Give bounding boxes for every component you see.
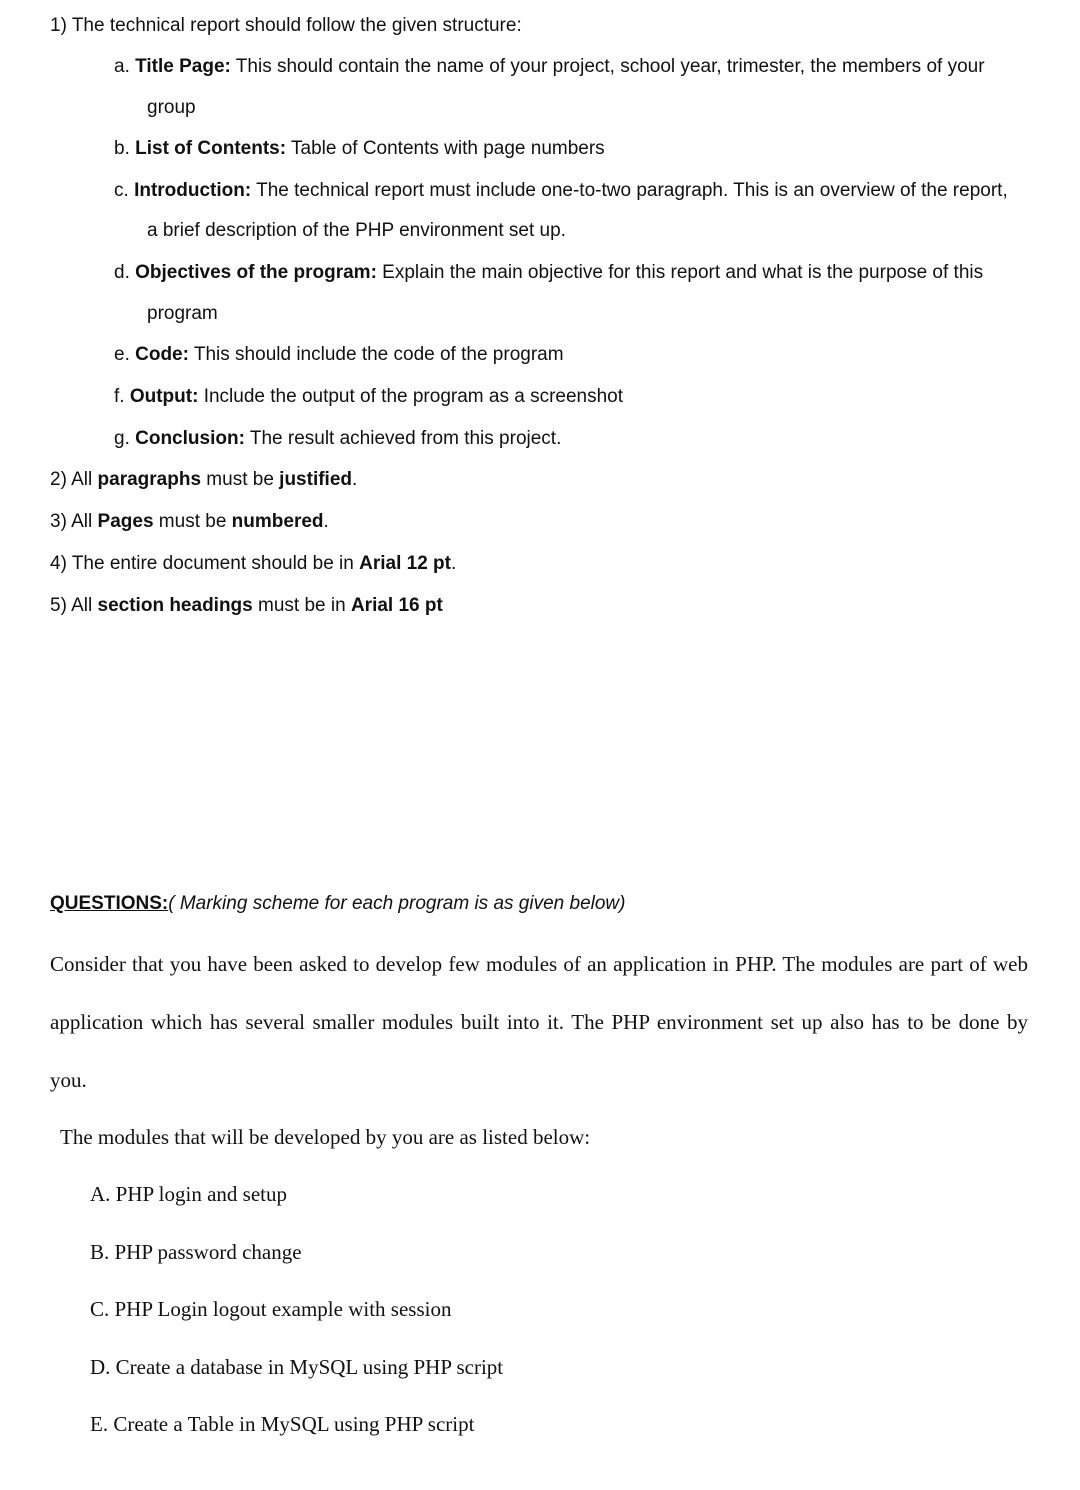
structure-item-d-continuation xyxy=(147,304,218,323)
structure-item-e-prefix: e. xyxy=(114,344,136,365)
module-item: A. PHP login and setup xyxy=(90,1182,287,1206)
structure-item-c-continuation xyxy=(147,221,566,240)
questions-paragraph-line-2: application which has several smaller modules built into it. The PHP environment set up also has to be done by xyxy=(50,1010,1028,1034)
requirement-1-text: 1) The technical report should follow the given structure: xyxy=(50,15,522,36)
requirement-1 xyxy=(50,16,522,35)
structure-item-c-text-2: a brief description of the PHP environment set up. xyxy=(147,220,566,241)
structure-item-g-label: Conclusion: xyxy=(135,428,245,449)
structure-item-c xyxy=(114,181,1008,200)
structure-item-b-text: Table of Contents with page numbers xyxy=(286,138,605,159)
requirement-4-bold: Arial 12 pt xyxy=(359,553,451,574)
structure-item-f-label: Output: xyxy=(129,386,199,407)
questions-note: ( Marking scheme for each program is as given below) xyxy=(168,893,626,914)
questions-paragraph-line-3: you. xyxy=(50,1068,87,1092)
structure-item-d-text-2: program xyxy=(147,303,218,324)
structure-item-g-text: The result achieved from this project. xyxy=(244,428,562,449)
structure-item-e xyxy=(114,345,564,364)
requirement-3-text: must be xyxy=(153,511,232,532)
structure-item-a-text: This should contain the name of your project, school year, trimester, the members of your xyxy=(230,56,985,77)
requirement-2 xyxy=(50,470,357,489)
structure-item-f-prefix: f. xyxy=(114,386,130,407)
requirement-4-text: . xyxy=(451,553,457,574)
structure-item-g-prefix: g. xyxy=(114,428,136,449)
structure-item-a-label: Title Page: xyxy=(135,56,231,77)
structure-item-a-prefix: a. xyxy=(114,56,136,77)
structure-item-b xyxy=(114,139,605,158)
questions-paragraph-line-1: Consider that you have been asked to develop few modules of an application in PHP. The modules are part of web xyxy=(50,952,1028,976)
structure-item-d-label: Objectives of the program: xyxy=(135,262,377,283)
requirement-2-text: . xyxy=(352,469,358,490)
requirement-3-text: 3) All xyxy=(50,511,98,532)
structure-item-d-text: Explain the main objective for this report and what is the purpose of this xyxy=(376,262,984,283)
requirement-5-text: must be in xyxy=(252,595,351,616)
requirement-5-bold: Arial 16 pt xyxy=(350,595,443,616)
structure-item-g xyxy=(114,429,561,448)
module-item: E. Create a Table in MySQL using PHP script xyxy=(90,1412,475,1436)
structure-item-e-label: Code: xyxy=(135,344,189,365)
requirement-2-text: 2) All xyxy=(50,469,98,490)
structure-item-f xyxy=(114,387,623,406)
structure-item-b-prefix: b. xyxy=(114,138,136,159)
structure-item-a-continuation xyxy=(147,98,196,117)
structure-item-d xyxy=(114,263,983,282)
module-item: D. Create a database in MySQL using PHP script xyxy=(90,1355,504,1379)
requirement-4-text: 4) The entire document should be in xyxy=(50,553,360,574)
questions-header xyxy=(50,894,625,913)
structure-item-c-prefix: c. xyxy=(114,180,135,201)
structure-item-a-text-2: group xyxy=(147,97,196,118)
requirement-2-bold: justified xyxy=(279,469,353,490)
structure-item-d-prefix: d. xyxy=(114,262,136,283)
requirement-5-text: 5) All xyxy=(50,595,98,616)
requirement-3-text: . xyxy=(323,511,329,532)
requirement-4 xyxy=(50,554,456,573)
module-item: B. PHP password change xyxy=(90,1240,302,1264)
questions-heading: QUESTIONS: xyxy=(50,893,169,914)
requirement-3-bold: Pages xyxy=(97,511,154,532)
structure-item-e-text: This should include the code of the program xyxy=(188,344,564,365)
requirement-3 xyxy=(50,512,329,531)
structure-item-f-text: Include the output of the program as a screenshot xyxy=(198,386,624,407)
requirement-3-bold: numbered xyxy=(231,511,324,532)
modules-intro: The modules that will be developed by you are as listed below: xyxy=(60,1125,591,1149)
requirement-2-bold: paragraphs xyxy=(97,469,202,490)
requirement-5 xyxy=(50,596,443,615)
requirement-2-text: must be xyxy=(201,469,280,490)
requirement-5-bold: section headings xyxy=(97,595,253,616)
structure-item-a xyxy=(114,57,985,76)
module-item: C. PHP Login logout example with session xyxy=(90,1297,452,1321)
structure-item-c-label: Introduction: xyxy=(134,180,252,201)
structure-item-c-text: The technical report must include one-to-two paragraph. This is an overview of the report, xyxy=(251,180,1008,201)
structure-item-b-label: List of Contents: xyxy=(135,138,287,159)
